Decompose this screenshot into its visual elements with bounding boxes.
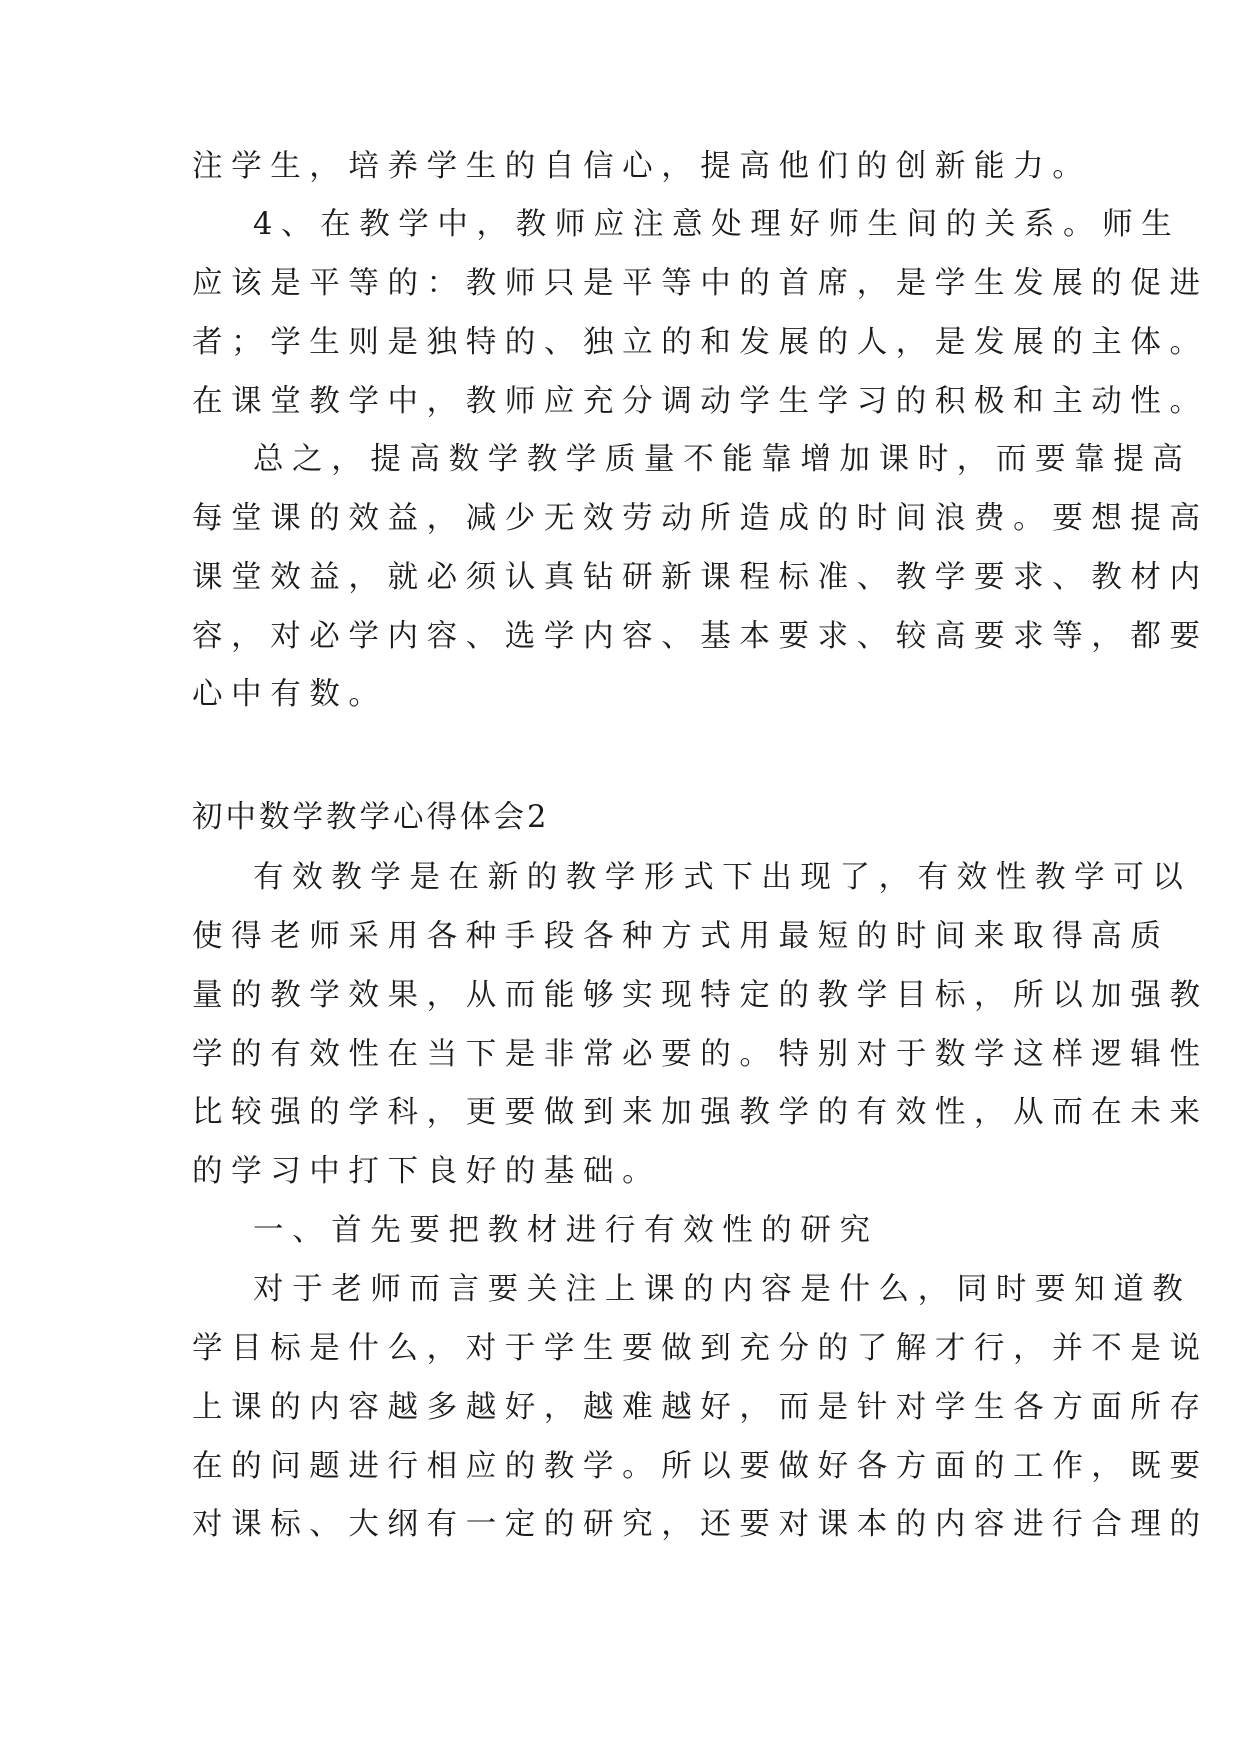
text-line: 容，对必学内容、选学内容、基本要求、较高要求等，都要	[192, 619, 1209, 654]
text-line: 使得老师采用各种手段各种方式用最短的时间来取得高质	[192, 919, 1170, 954]
text-line: 量的教学效果，从而能够实现特定的教学目标，所以加强教	[192, 978, 1209, 1013]
text-line: 每堂课的效益，减少无效劳动所造成的时间浪费。要想提高	[192, 501, 1209, 536]
text-line: 注学生，培养学生的自信心，提高他们的创新能力。	[192, 149, 1092, 184]
text-line: 课堂效益，就必须认真钻研新课程标准、教学要求、教材内	[192, 560, 1209, 595]
text-line: 的学习中打下良好的基础。	[192, 1154, 662, 1189]
subheading: 一、首先要把教材进行有效性的研究	[253, 1213, 879, 1248]
text-line: 学目标是什么，对于学生要做到充分的了解才行，并不是说	[192, 1331, 1209, 1366]
section-heading: 初中数学教学心得体会2	[192, 800, 550, 835]
text-line: 4、在教学中，教师应注意处理好师生间的关系。师生	[253, 207, 1181, 242]
text-line: 比较强的学科，更要做到来加强教学的有效性，从而在未来	[192, 1095, 1209, 1130]
text-line: 心中有数。	[192, 677, 388, 712]
text-line: 对课标、大纲有一定的研究，还要对课本的内容进行合理的	[192, 1507, 1209, 1542]
text-line: 对于老师而言要关注上课的内容是什么，同时要知道教	[253, 1272, 1192, 1307]
text-line: 有效教学是在新的教学形式下出现了，有效性教学可以	[253, 860, 1192, 895]
text-line: 上课的内容越多越好，越难越好，而是针对学生各方面所存	[192, 1390, 1209, 1425]
text-line: 者；学生则是独特的、独立的和发展的人，是发展的主体。	[192, 325, 1209, 360]
text-line: 在课堂教学中，教师应充分调动学生学习的积极和主动性。	[192, 384, 1209, 419]
text-line: 应该是平等的：教师只是平等中的首席，是学生发展的促进	[192, 266, 1209, 301]
text-line: 学的有效性在当下是非常必要的。特别对于数学这样逻辑性	[192, 1037, 1209, 1072]
text-line: 在的问题进行相应的教学。所以要做好各方面的工作，既要	[192, 1449, 1209, 1484]
text-line: 总之，提高数学教学质量不能靠增加课时，而要靠提高	[253, 442, 1192, 477]
